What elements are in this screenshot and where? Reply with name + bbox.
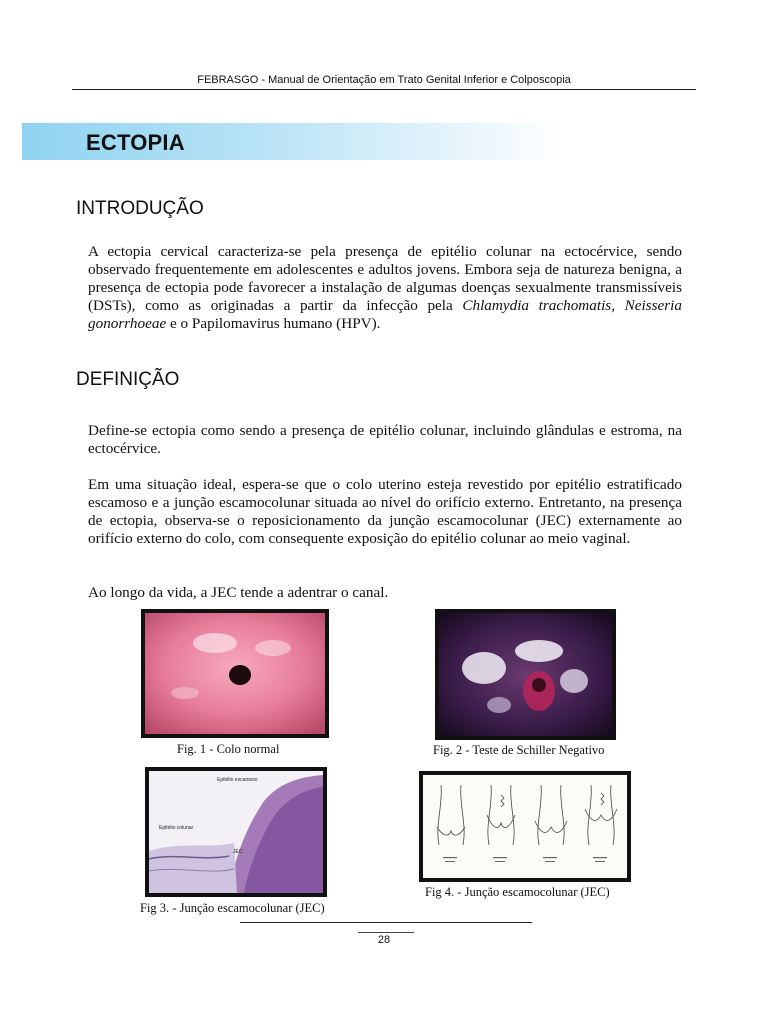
intro-text-italic: Chlamydia trachomatis, Neisseria gonorrhoeae: [88, 297, 682, 332]
label-jec: JEC: [233, 849, 243, 855]
definition-paragraph-2: Em uma situação ideal, espera-se que o colo uterino esteja revestido por epitélio estratificado escamoso e a junção escamocolunar situada ao nível do orifício externo. Entretanto, na presença de ectopia, observa-se o reposicionamento da junção escamocolunar (JEC) externamente ao orifício externo do colo, com consequente exposição do epitélio colunar ao meio vaginal.: [88, 476, 682, 547]
figure-3-caption: Fig 3. - Junção escamocolunar (JEC): [140, 901, 325, 915]
figure-1-image: [141, 609, 329, 738]
intro-paragraph: [88, 243, 682, 333]
intro-text-main: A ectopia cervical caracteriza-se pela presença de epitélio colunar na ectocérvice, sendo observado frequentemente em adolescentes e adultos jovens. Embora seja de natureza benigna, a presença de ectopia pode favorecer a instalação de algumas doenças sexualmente transmissíveis (DSTs), como as originadas a partir da infecção pela: [88, 243, 682, 314]
colposcopy-photo-schiller-icon: [439, 613, 612, 736]
chapter-title: ECTOPIA: [86, 130, 185, 155]
figure-4-image: [419, 771, 631, 882]
running-header: FEBRASGO - Manual de Orientação em Trato Genital Inferior e Colposcopia: [197, 74, 571, 86]
intro-text-end: e o Papilomavirus humano (HPV).: [166, 315, 381, 332]
label-columnar: Epitélio colunar: [159, 825, 194, 831]
definition-paragraph-3: Ao longo da vida, a JEC tende a adentrar o canal.: [88, 584, 389, 601]
label-squamous: Epitélio escamoso: [217, 777, 258, 783]
footer-divider: [240, 922, 532, 923]
header-divider: [72, 89, 696, 90]
figure-2-caption: Fig. 2 - Teste de Schiller Negativo: [433, 743, 605, 757]
jec-diagram-icon: [423, 775, 627, 878]
section-heading-introducao: INTRODUÇÃO: [76, 198, 204, 219]
section-heading-definicao: DEFINIÇÃO: [76, 369, 180, 390]
figure-1-caption: Fig. 1 - Colo normal: [177, 742, 280, 756]
figure-2-image: [435, 609, 616, 740]
figure-4-caption: Fig 4. - Junção escamocolunar (JEC): [425, 885, 610, 899]
definition-paragraph-1: Define-se ectopia como sendo a presença de epitélio colunar, incluindo glândulas e estroma, na ectocérvice.: [88, 422, 682, 457]
page-number: 28: [377, 934, 391, 946]
figure-3-image: [145, 767, 327, 897]
histology-photo-icon: [149, 771, 323, 893]
footer-short-divider: [358, 932, 414, 933]
colposcopy-photo-normal-icon: [145, 613, 325, 734]
